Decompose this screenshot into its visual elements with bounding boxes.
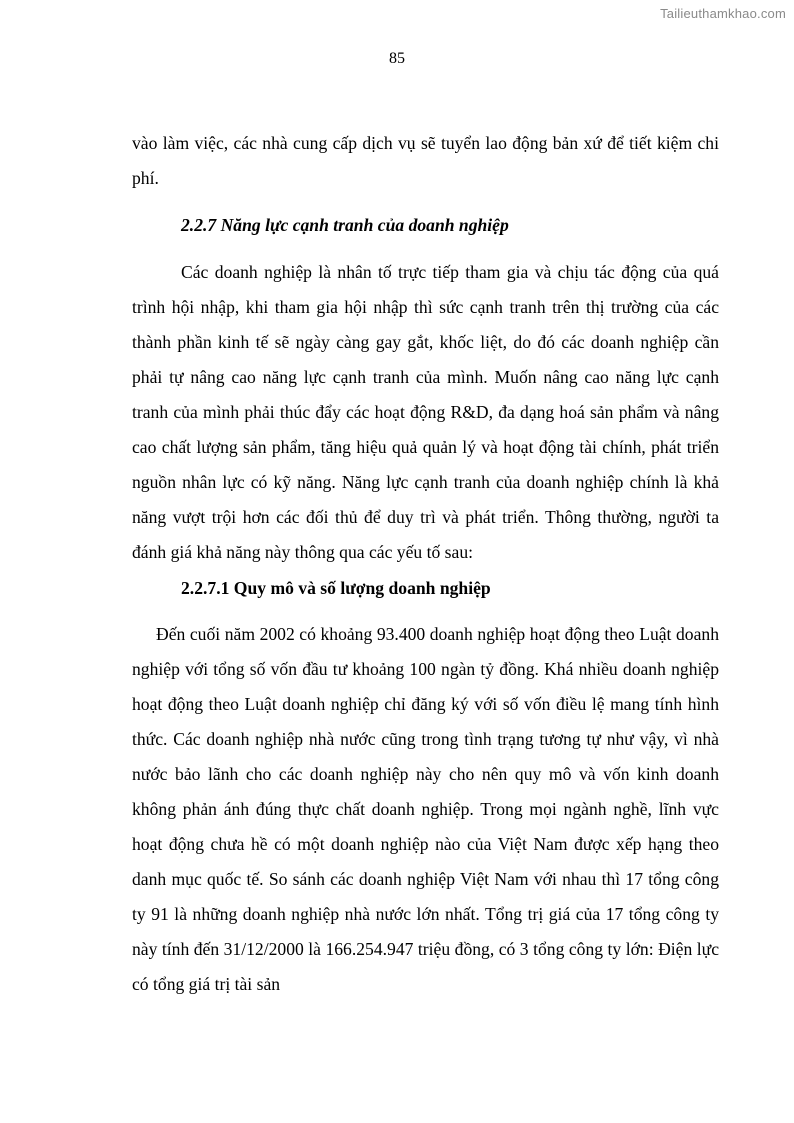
paragraph-continuation: vào làm việc, các nhà cung cấp dịch vụ sẽ tuyển lao động bản xứ để tiết kiệm chi phí. xyxy=(132,133,719,188)
page-number: 85 xyxy=(389,50,405,67)
watermark: Tailieuthamkhao.com xyxy=(660,6,786,21)
document-body xyxy=(132,126,719,1002)
section-heading-2-2-7: 2.2.7 Năng lực cạnh tranh của doanh nghiệp xyxy=(181,215,509,235)
subsection-heading-2-2-7-1: 2.2.7.1 Quy mô và số lượng doanh nghiệp xyxy=(181,578,491,598)
paragraph-scale: Đến cuối năm 2002 có khoảng 93.400 doanh nghiệp hoạt động theo Luật doanh nghiệp với tổng số vốn đầu tư khoảng 100 ngàn tỷ đồng. Khá nhiều doanh nghiệp hoạt động theo Luật doanh nghiệp chỉ đăng ký với số vốn điều lệ mang tính hình thức. Các doanh nghiệp nhà nước cũng trong tình trạng tương tự như vậy, vì nhà nước bảo lãnh cho các doanh nghiệp này cho nên quy mô và vốn kinh doanh không phản ánh đúng thực chất doanh nghiệp. Trong mọi ngành nghề, lĩnh vực hoạt động chưa hề có một doanh nghiệp nào của Việt Nam được xếp hạng theo danh mục quốc tế. So sánh các doanh nghiệp Việt Nam với nhau thì 17 tổng công ty 91 là những doanh nghiệp nhà nước lớn nhất. Tổng trị giá của 17 tổng công ty này tính đến 31/12/2000 là 166.254.947 triệu đồng, có 3 tổng công ty lớn: Điện lực có tổng giá trị tài sản xyxy=(132,624,719,994)
paragraph-competitiveness: Các doanh nghiệp là nhân tố trực tiếp tham gia và chịu tác động của quá trình hội nhập, khi tham gia hội nhập thì sức cạnh tranh trên thị trường của các thành phần kinh tế sẽ ngày càng gay gắt, khốc liệt, do đó các doanh nghiệp cần phải tự nâng cao năng lực cạnh tranh của mình. Muốn nâng cao năng lực cạnh tranh của mình phải thúc đẩy các hoạt động R&D, đa dạng hoá sản phẩm và nâng cao chất lượng sản phẩm, tăng hiệu quả quản lý và hoạt động tài chính, phát triển nguồn nhân lực có kỹ năng. Năng lực cạnh tranh của doanh nghiệp chính là khả năng vượt trội hơn các đối thủ để duy trì và phát triển. Thông thường, người ta đánh giá khả năng này thông qua các yếu tố sau: xyxy=(132,262,719,562)
